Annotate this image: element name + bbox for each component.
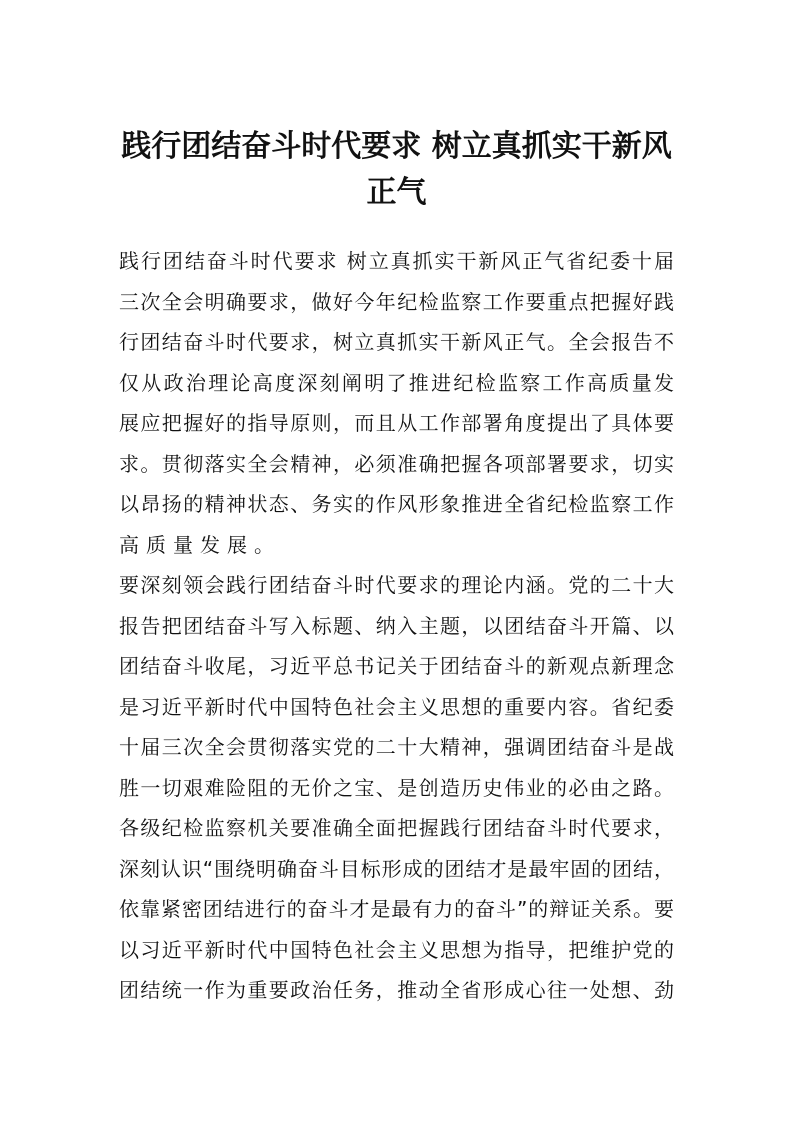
text-line: 报告把团结奋斗写入标题、纳入主题，以团结奋斗开篇、以 <box>119 613 674 638</box>
text-line: 以昂扬的精神状态、务实的作风形象推进全省纪检监察工作 <box>119 492 674 516</box>
document-body <box>119 241 674 1011</box>
text-line: 是习近平新时代中国特色社会主义思想的重要内容。省纪委 <box>119 694 674 719</box>
text-line: 三次全会明确要求，做好今年纪检监察工作要重点把握好践 <box>119 289 674 314</box>
text-line: 团结奋斗收尾，习近平总书记关于团结奋斗的新观点新理念 <box>119 654 674 678</box>
text-line: 展应把握好的指导原则，而且从工作部署角度提出了具体要 <box>119 411 674 435</box>
text-line: 要深刻领会践行团结奋斗时代要求的理论内涵。党的二十大 <box>119 573 674 597</box>
text-line: 各级纪检监察机关要准确全面把握践行团结奋斗时代要求， <box>119 816 674 840</box>
document-title-line-2: 正气 <box>366 175 427 210</box>
text-line: 求。贯彻落实全会精神，必须准确把握各项部署要求，切实 <box>119 451 674 476</box>
text-line: 团结统一作为重要政治任务，推动全省形成心往一处想、劲 <box>119 978 674 1002</box>
text-line: 践行团结奋斗时代要求 树立真抓实干新风正气省纪委十届 <box>119 249 674 273</box>
text-line: 深刻认识“围绕明确奋斗目标形成的团结才是最牢固的团结， <box>119 856 674 881</box>
paragraph-2 <box>119 565 674 1011</box>
text-line: 十届三次全会贯彻落实党的二十大精神，强调团结奋斗是战 <box>119 735 674 759</box>
text-line: 依靠紧密团结进行的奋斗才是最有力的奋斗”的辩证关系。要 <box>119 897 674 921</box>
text-line: 行团结奋斗时代要求，树立真抓实干新风正气。全会报告不 <box>119 330 674 354</box>
document-title-line-1: 践行团结奋斗时代要求 树立真抓实干新风 <box>121 129 672 164</box>
text-line: 高质量发展。 <box>119 532 281 557</box>
text-line: 胜一切艰难险阻的无价之宝、是创造历史伟业的必由之路。 <box>119 775 674 800</box>
text-line: 以习近平新时代中国特色社会主义思想为指导，把维护党的 <box>119 937 674 962</box>
paragraph-1 <box>119 241 674 565</box>
text-line: 仅从政治理论高度深刻阐明了推进纪检监察工作高质量发 <box>119 370 674 395</box>
